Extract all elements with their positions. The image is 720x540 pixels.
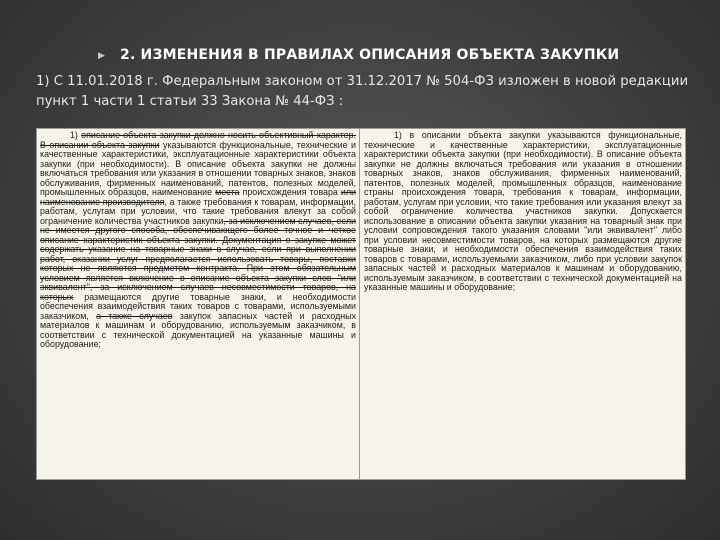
- new-wording-column: [360, 129, 685, 479]
- new-wording-text: 1) в описании объекта закупки указываются функциональные, технические и качественные характеристики, эксплуатационные характеристики объекта закупки (при необходимости). В описание объекта закупки не должны включаться требования или указания в отношении товарных знаков, знаков обслуживания, фирменных наименований, патентов, полезных моделей, промышленных образцов, наименование страны происхождения товара, требования к товарам, информации, работам, услугам при условии, что такие требования или указания влекут за собой ограничение количества участников закупки. Допускается использование в описании объекта закупки указания на товарный знак при условии сопровождения такого указания словами "или эквивалент" либо при условии несовместимости товаров, на которых размещаются другие товарные знаки, и необходимости обеспечения взаимодействия таких товаров с товарами, используемыми заказчиком, либо при условии закупок запасных частей и расходных материалов к машинам и оборудованию, используемым заказчиком, в соответствии с технической документацией на указанные машины и оборудование;: [364, 130, 682, 292]
- old-wording-column: [37, 129, 360, 479]
- text-segment: происхождения товара: [239, 187, 341, 197]
- slide-title: 2. ИЗМЕНЕНИЯ В ПРАВИЛАХ ОПИСАНИЯ ОБЪЕКТА ЗАКУПКИ: [120, 47, 620, 63]
- old-wording-text: [40, 130, 356, 349]
- struck-text-segment: или наименование производителя: [40, 187, 356, 207]
- comparison-table: [36, 128, 686, 480]
- text-segment: размещаются другие товарные знаки, и необходимости обеспечения взаимодействия таких товаров с товарами, используемыми заказчиком,: [40, 291, 356, 321]
- struck-text-segment: описание объекта закупки должно носить объективный характер. В описании объекта закупки: [40, 130, 356, 150]
- text-segment: указываются функциональные, технические и качественные характеристики, эксплуатационные характеристики объекта закупки (при необходимости). В описание объекта закупки не должны включаться требования или указания в отношении товарных знаков, знаков обслуживания, фирменных наименований, патентов, полезных моделей, промышленных образцов, наименование: [40, 139, 356, 197]
- struck-text-segment: места: [215, 187, 240, 197]
- struck-text-segment: , за исключением случаев, если не имеется другого способа, обеспечивающего более точное и четкое описание характеристик объекта закупки. Документация о закупке может содержать указание на товарные знаки в случае, если при выполнении работ, оказании услуг предполагается использовать товары, поставки которых не являются предметом контракта. При этом обязательным условием является включение в описание объекта закупки слов "или эквивалент", за исключением случаев несовместимости товаров, на которых: [40, 215, 356, 302]
- text-segment: 1): [70, 130, 82, 140]
- struck-text-segment: а также случаев: [96, 310, 173, 321]
- text-segment: , а также требования к товарам, информации, работам, услугам при условии, что такие требования влекут за собой ограничение количества участников закупки: [40, 196, 356, 226]
- intro-paragraph: 1) С 11.01.2018 г. Федеральным законом от 31.12.2017 № 504-ФЗ изложен в новой редакции пункт 1 части 1 статьи 33 Закона № 44-ФЗ :: [36, 74, 689, 109]
- triangle-bullet-icon: ▶: [98, 51, 105, 61]
- text-segment: закупок запасных частей и расходных материалов к машинам и оборудованию, используемым заказчиком, в соответствии с технической документацией на указанные машины и оборудование;: [40, 310, 356, 349]
